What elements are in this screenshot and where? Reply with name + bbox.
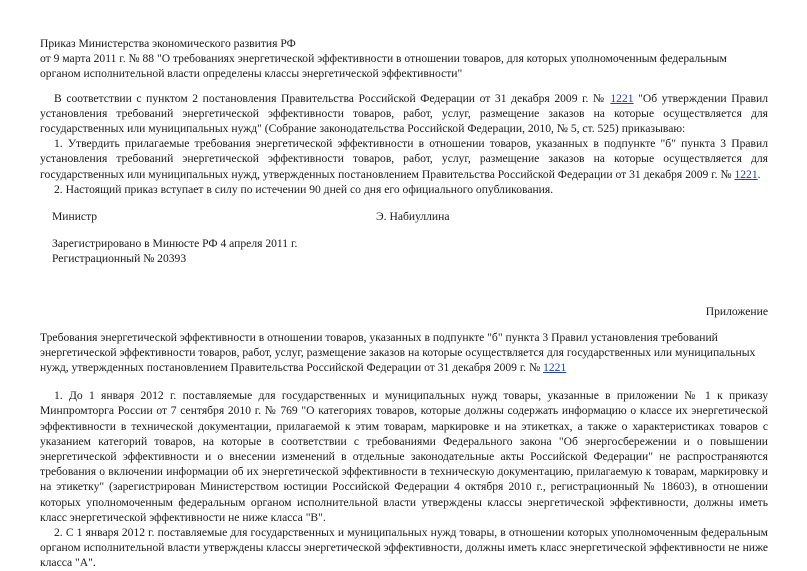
order-title: Приказ Министерства экономического развития РФ bbox=[40, 37, 296, 50]
order-item-1-text-end: . bbox=[757, 167, 761, 181]
preamble-text-start: В соответствии с пунктом 2 постановления Правительства Российской Федерации от 31 декабря 2009 г. № bbox=[54, 91, 611, 105]
order-item-2: 2. Настоящий приказ вступает в силу по истечении 90 дней со дня его официального опубликования. bbox=[54, 182, 554, 196]
order-item-1 bbox=[40, 136, 768, 182]
appendix-body bbox=[40, 388, 768, 570]
appendix-paragraph-2: 2. С 1 января 2012 г. поставляемые для государственных и муниципальных нужд товары, в отношении которых уполномоченным федеральным органом исполнительной власти утверждены классы энергетической эффективности, должны иметь класс энергетической эффективности не ниже класса "А". bbox=[40, 526, 768, 570]
appendix-title-text: Требования энергетической эффективности в отношении товаров, указанных в подпункте "б" пункта 3 Правил установления требований энергетической эффективности товаров, работ, услуг, размещение заказов на которые осуществляется для государственных или муниципальных нужд, утвержденных постановлением Правительства Российской Федерации от 31 декабря 2009 г. № bbox=[40, 330, 756, 375]
document-page bbox=[40, 36, 768, 571]
registration-number: Регистрационный № 20393 bbox=[52, 252, 187, 266]
resolution-1221-link[interactable]: 1221 bbox=[543, 361, 567, 375]
resolution-1221-link[interactable]: 1221 bbox=[734, 167, 758, 181]
order-title-block bbox=[40, 36, 768, 82]
order-item-1-text-start: 1. Утвердить прилагаемые требования энергетической эффективности в отношении товаров, указанных в подпункте "б" пункта 3 Правил установления требований энергетической эффективности товаров, работ, услуг, размещение заказов на которые осуществляется для государственных или муниципальных нужд, утвержденных постановлением Правительства Российской Федерации от 31 декабря 2009 г. № bbox=[40, 137, 768, 181]
signature-name: Э. Набиуллина bbox=[376, 210, 450, 224]
registration-date: Зарегистрировано в Минюсте РФ 4 апреля 2011 г. bbox=[52, 237, 298, 251]
signature-position: Министр bbox=[52, 210, 98, 224]
appendix-label: Приложение bbox=[705, 305, 768, 319]
resolution-1221-link[interactable]: 1221 bbox=[610, 91, 634, 105]
registration-block bbox=[52, 236, 768, 266]
appendix-title bbox=[40, 330, 768, 376]
preamble-paragraph bbox=[40, 91, 768, 137]
appendix-paragraph-1: 1. До 1 января 2012 г. поставляемые для государственных и муниципальных нужд товары, указанные в приложении № 1 к приказу Минпромторга России от 7 сентября 2010 г. № 769 "О категориях товаров, которые должны содержать информацию о классе их энергетической эффективности в технической документации, прилагаемой к этим товарам, маркировке и на этикетках, а также о характеристиках товаров с указанием категорий товаров, на которые в соответствии с требованиями Федерального закона "Об энергосбережении и о повышении энергетической эффективности и о внесении изменений в отдельные законодательные акты Российской Федерации" не распространяются требования о включении информации об их энергетической эффективности в техническую документацию, прилагаемую к товарам, маркировку и на этикетку" (зарегистрирован Министерством юстиции Российской Федерации 4 октября 2010 г., регистрационный № 18603), в отношении которых уполномоченным федеральным органом исполнительной власти утверждены классы энергетической эффективности, должны иметь класс энергетической эффективности не ниже класса "В". bbox=[40, 389, 768, 524]
preamble-text-end: "Об утверждении Правил установления требований энергетической эффективности товаров, работ, услуг, размещение заказов на которые осуществляется для государственных или муниципальных нужд" (Собрание законодательства Российской Федерации, 2010, № 5, ст. 525) приказываю: bbox=[40, 91, 768, 136]
signature-row bbox=[52, 209, 768, 224]
order-subtitle: от 9 марта 2011 г. № 88 "О требованиях энергетической эффективности в отношении товаров, для которых уполномоченным федеральным органом исполнительной власти определены классы энергетической эффективности" bbox=[40, 52, 727, 81]
